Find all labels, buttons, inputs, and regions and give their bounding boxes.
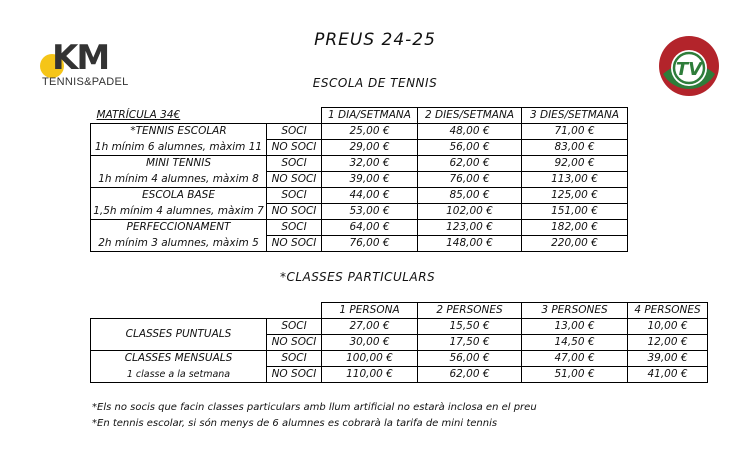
page-title: PREUS 24-25 [314,30,436,50]
member-type: SOCI [267,188,322,204]
column-header: 3 DIES/SETMANA [522,108,628,124]
member-type: SOCI [267,220,322,236]
price-cell: 41,00 € [628,367,708,383]
logo-km-subtext: TENNIS&PADEL [42,76,129,88]
price-cell: 151,00 € [522,204,628,220]
table-row [91,156,628,172]
price-cell: 148,00 € [418,236,522,252]
member-type: NO SOCI [267,367,322,383]
escola-tennis-table [90,107,628,252]
group-detail: 1h mínim 4 alumnes, màxim 8 [91,172,267,188]
price-cell: 220,00 € [522,236,628,252]
classes-particulars-table [90,302,708,383]
section-title-particulars: *CLASSES PARTICULARS [280,270,436,284]
price-cell: 76,00 € [322,236,418,252]
table-header-row [91,303,708,319]
logo-km-text: KM [52,38,109,78]
price-cell: 92,00 € [522,156,628,172]
price-cell: 102,00 € [418,204,522,220]
matricula-label: MATRÍCULA 34€ [96,108,181,121]
group-name: CLASSES PUNTUALS [91,319,267,351]
member-type: NO SOCI [267,236,322,252]
price-cell: 12,00 € [628,335,708,351]
group-detail: 1,5h mínim 4 alumnes, màxim 7 [91,204,267,220]
price-cell: 62,00 € [418,156,522,172]
member-type: NO SOCI [267,172,322,188]
table-row [91,140,628,156]
price-cell: 29,00 € [322,140,418,156]
price-cell: 15,50 € [418,319,522,335]
column-header: 3 PERSONES [522,303,628,319]
group-name: ESCOLA BASE [91,188,267,204]
price-cell: 53,00 € [322,204,418,220]
member-type: SOCI [267,319,322,335]
table-row [91,172,628,188]
member-type: SOCI [267,156,322,172]
price-cell: 110,00 € [322,367,418,383]
section-title-escola: ESCOLA DE TENNIS [312,76,438,90]
note-line: *En tennis escolar, si són menys de 6 alumnes es cobrarà la tarifa de mini tennis [92,418,498,429]
table-row [91,236,628,252]
note-line: *Els no socis que facin classes particulars amb llum artificial no estarà inclosa en el preu [92,402,537,413]
price-cell: 83,00 € [522,140,628,156]
price-cell: 76,00 € [418,172,522,188]
price-cell: 85,00 € [418,188,522,204]
member-type: NO SOCI [267,140,322,156]
table-header-row [91,108,628,124]
column-header: 4 PERSONES [628,303,708,319]
price-cell: 44,00 € [322,188,418,204]
price-cell: 100,00 € [322,351,418,367]
table-row [91,319,708,335]
column-header: 1 PERSONA [322,303,418,319]
price-cell: 17,50 € [418,335,522,351]
table-row [91,188,628,204]
member-type: SOCI [267,124,322,140]
price-cell: 27,00 € [322,319,418,335]
member-type: NO SOCI [267,335,322,351]
group-name: CLASSES MENSUALS [91,351,267,367]
price-cell: 71,00 € [522,124,628,140]
price-cell: 125,00 € [522,188,628,204]
price-cell: 51,00 € [522,367,628,383]
table-row [91,220,628,236]
table-row [91,204,628,220]
group-detail: 1h mínim 6 alumnes, màxim 11 [91,140,267,156]
price-cell: 56,00 € [418,140,522,156]
price-cell: 62,00 € [418,367,522,383]
group-detail: 1 classe a la setmana [91,367,267,383]
group-name: MINI TENNIS [91,156,267,172]
column-header: 1 DIA/SETMANA [322,108,418,124]
price-cell: 30,00 € [322,335,418,351]
column-header: 2 PERSONES [418,303,522,319]
price-cell: 123,00 € [418,220,522,236]
price-cell: 13,00 € [522,319,628,335]
price-cell: 48,00 € [418,124,522,140]
price-cell: 39,00 € [322,172,418,188]
table-row [91,367,708,383]
price-cell: 14,50 € [522,335,628,351]
empty-header [91,303,322,319]
group-name: PERFECCIONAMENT [91,220,267,236]
table-row [91,124,628,140]
price-cell: 56,00 € [418,351,522,367]
price-cell: 64,00 € [322,220,418,236]
price-cell: 32,00 € [322,156,418,172]
logo-tv-text: TV [675,59,703,80]
table-row [91,351,708,367]
price-cell: 113,00 € [522,172,628,188]
column-header: 2 DIES/SETMANA [418,108,522,124]
member-type: SOCI [267,351,322,367]
price-cell: 182,00 € [522,220,628,236]
price-cell: 25,00 € [322,124,418,140]
group-detail: 2h mínim 3 alumnes, màxim 5 [91,236,267,252]
price-cell: 47,00 € [522,351,628,367]
group-name: *TENNIS ESCOLAR [91,124,267,140]
price-cell: 10,00 € [628,319,708,335]
member-type: NO SOCI [267,204,322,220]
price-cell: 39,00 € [628,351,708,367]
